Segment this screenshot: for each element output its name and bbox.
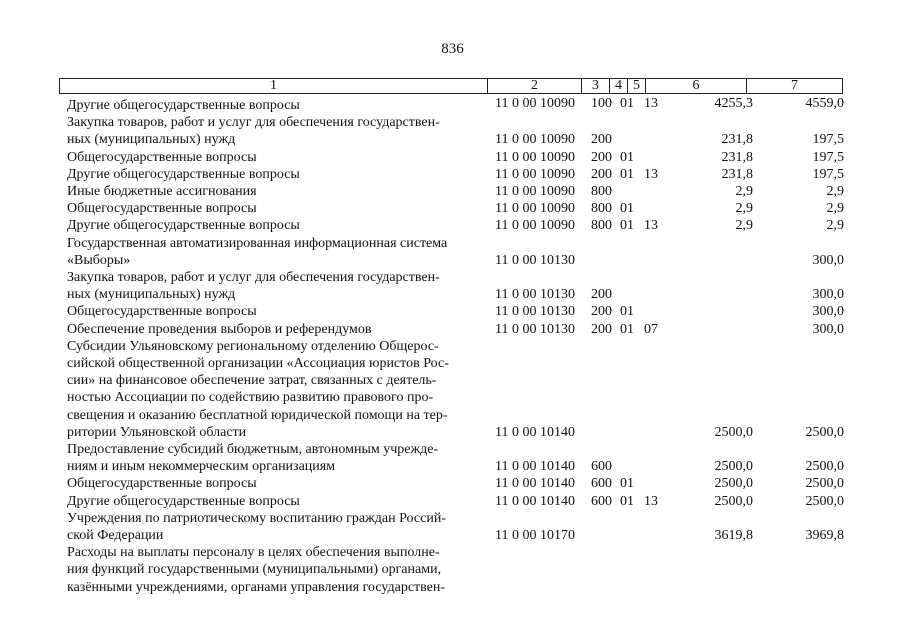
target-article-code: 11 0 00 10170 [495,527,575,543]
expense-type-code: 200 [591,321,612,337]
amount-col-7: 300,0 [812,304,844,320]
target-article-code: 11 0 00 10090 [495,132,575,148]
target-article-code: 11 0 00 10090 [495,96,575,111]
expense-type-code: 600 [591,476,612,492]
table-row [0,235,905,269]
target-article-code: 11 0 00 10090 [495,166,575,182]
amount-col-6: 3619,8 [714,527,753,543]
amount-col-6: 2,9 [735,218,753,234]
row-description [67,338,481,441]
target-article-code: 11 0 00 10090 [495,201,575,217]
description-line: Закупка товаров, работ и услуг для обеспечения государствен- [67,270,440,285]
target-article-code: 11 0 00 10140 [495,424,575,440]
subsection-code: 13 [644,493,658,509]
row-description [67,200,481,217]
amount-col-6: 2,9 [735,201,753,217]
description-line: «Выборы» [67,252,131,268]
subsection-code: 13 [644,96,658,111]
amount-col-7: 4559,0 [805,96,844,111]
page-number: 836 [441,41,464,57]
target-article-code: 11 0 00 10090 [495,149,575,165]
row-description [67,510,481,544]
table-row [0,97,905,114]
amount-col-6: 4255,3 [714,96,753,111]
row-description [67,544,481,596]
expense-type-code: 200 [591,287,612,303]
table-row [0,510,905,544]
section-code: 01 [620,201,634,217]
amount-col-7: 2,9 [826,218,844,234]
target-article-code: 11 0 00 10130 [495,304,575,320]
amount-col-6: 2500,0 [714,493,753,509]
amount-col-6: 231,8 [721,149,753,165]
description-line: Другие общегосударственные вопросы [67,98,300,113]
expense-type-code: 200 [591,304,612,320]
amount-col-7: 2500,0 [805,424,844,440]
description-line: ритории Ульяновской области [67,424,247,440]
subsection-code: 07 [644,321,658,337]
header-col-2: 2 [531,78,538,93]
section-code: 01 [620,493,634,509]
expense-type-code: 600 [591,459,612,475]
description-line: Обеспечение проведения выборов и референдумов [67,321,372,337]
expense-type-code: 800 [591,201,612,217]
row-description [67,217,481,234]
amount-col-6: 2,9 [735,184,753,199]
target-article-code: 11 0 00 10130 [495,321,575,337]
description-line: Общегосударственные вопросы [67,201,257,217]
expense-type-code: 200 [591,149,612,165]
description-line: ных (муниципальных) нужд [67,287,236,303]
amount-col-6: 231,8 [721,132,753,148]
description-line: Иные бюджетные ассигнования [67,184,257,199]
description-line: Общегосударственные вопросы [67,476,257,492]
amount-col-7: 2500,0 [805,493,844,509]
section-code: 01 [620,476,634,492]
target-article-code: 11 0 00 10140 [495,476,575,492]
amount-col-6: 2500,0 [714,424,753,440]
row-description [67,97,481,114]
section-code: 01 [620,166,634,182]
header-col-6: 6 [692,78,700,93]
amount-col-7: 300,0 [812,287,844,303]
subsection-code: 13 [644,166,658,182]
amount-col-6: 2500,0 [714,459,753,475]
expense-type-code: 800 [591,184,612,199]
description-line: Другие общегосударственные вопросы [67,493,300,509]
row-description [67,321,481,338]
target-article-code: 11 0 00 10130 [495,287,575,303]
expense-type-code: 200 [591,132,612,148]
description-line: Общегосударственные вопросы [67,149,257,165]
header-col-7: 7 [791,78,798,93]
row-description [67,475,481,492]
header-col-1: 1 [270,78,277,93]
description-line: Субсидии Ульяновскому региональному отделению Общерос- [67,338,439,354]
table-row [0,217,905,234]
expense-type-code: 600 [591,493,612,509]
expense-type-code: 200 [591,166,612,182]
description-line: Закупка товаров, работ и услуг для обеспечения государствен- [67,115,440,131]
amount-col-7: 197,5 [812,132,844,148]
description-line: ностью Ассоциации по содействию развитию правового про- [67,390,434,406]
table-row [0,269,905,303]
target-article-code: 11 0 00 10140 [495,459,575,475]
table-row [0,338,905,441]
amount-col-7: 300,0 [812,252,844,268]
amount-col-7: 197,5 [812,166,844,182]
amount-col-7: 197,5 [812,149,844,165]
table-row [0,441,905,475]
section-code: 01 [620,304,634,320]
description-line: сии» на финансовое обеспечение затрат, связанных с деятель- [67,373,437,389]
target-article-code: 11 0 00 10130 [495,252,575,268]
amount-col-7: 2500,0 [805,459,844,475]
row-description [67,441,481,475]
section-code: 01 [620,321,634,337]
table-row [0,149,905,166]
description-line: Государственная автоматизированная информационная система [67,235,448,251]
expense-type-code: 800 [591,218,612,234]
description-line: казёнными учреждениями, органами управления государствен- [67,579,446,595]
header-col-5: 5 [633,78,640,93]
target-article-code: 11 0 00 10090 [495,218,575,234]
amount-col-7: 2,9 [826,184,844,199]
description-line: ния функций государственными (муниципальными) органами, [67,562,442,578]
description-line: ской Федерации [67,527,164,543]
description-line: Предоставление субсидий бюджетным, автономным учрежде- [67,442,439,457]
row-description [67,493,481,510]
header-col-4: 4 [615,78,622,93]
amount-col-6: 2500,0 [714,476,753,492]
amount-col-7: 2,9 [826,201,844,217]
table-row [0,183,905,200]
table-row [0,303,905,320]
amount-col-7: 300,0 [812,321,844,337]
table-row [0,544,905,596]
target-article-code: 11 0 00 10090 [495,184,575,199]
section-code: 01 [620,149,634,165]
table-row [0,200,905,217]
section-code: 01 [620,218,634,234]
table-row [0,166,905,183]
row-description [67,235,481,269]
table-row [0,114,905,148]
target-article-code: 11 0 00 10140 [495,493,575,509]
description-line: сийской общественной организации «Ассоциация юристов Рос- [67,355,449,371]
row-description [67,114,481,148]
row-description [67,269,481,303]
table-row [0,493,905,510]
description-line: Расходы на выплаты персоналу в целях обеспечения выполне- [67,545,440,561]
description-line: ных (муниципальных) нужд [67,132,236,148]
description-line: ниям и иным некоммерческим организациям [67,459,336,475]
description-line: Общегосударственные вопросы [67,304,257,320]
header-col-3: 3 [592,78,599,93]
description-line: Другие общегосударственные вопросы [67,218,300,234]
expense-type-code: 100 [591,96,612,111]
description-line: Учреждения по патриотическому воспитанию граждан Россий- [67,510,446,526]
section-code: 01 [620,96,634,111]
row-description [67,183,481,200]
row-description [67,303,481,320]
description-line: свещения и оказанию бесплатной юридической помощи на тер- [67,407,448,423]
table-row [0,321,905,338]
amount-col-7: 2500,0 [805,476,844,492]
amount-col-6: 231,8 [721,166,753,182]
row-description [67,149,481,166]
subsection-code: 13 [644,218,658,234]
table-row [0,475,905,492]
row-description [67,166,481,183]
table-header [59,78,843,94]
description-line: Другие общегосударственные вопросы [67,166,300,182]
amount-col-7: 3969,8 [805,527,844,543]
